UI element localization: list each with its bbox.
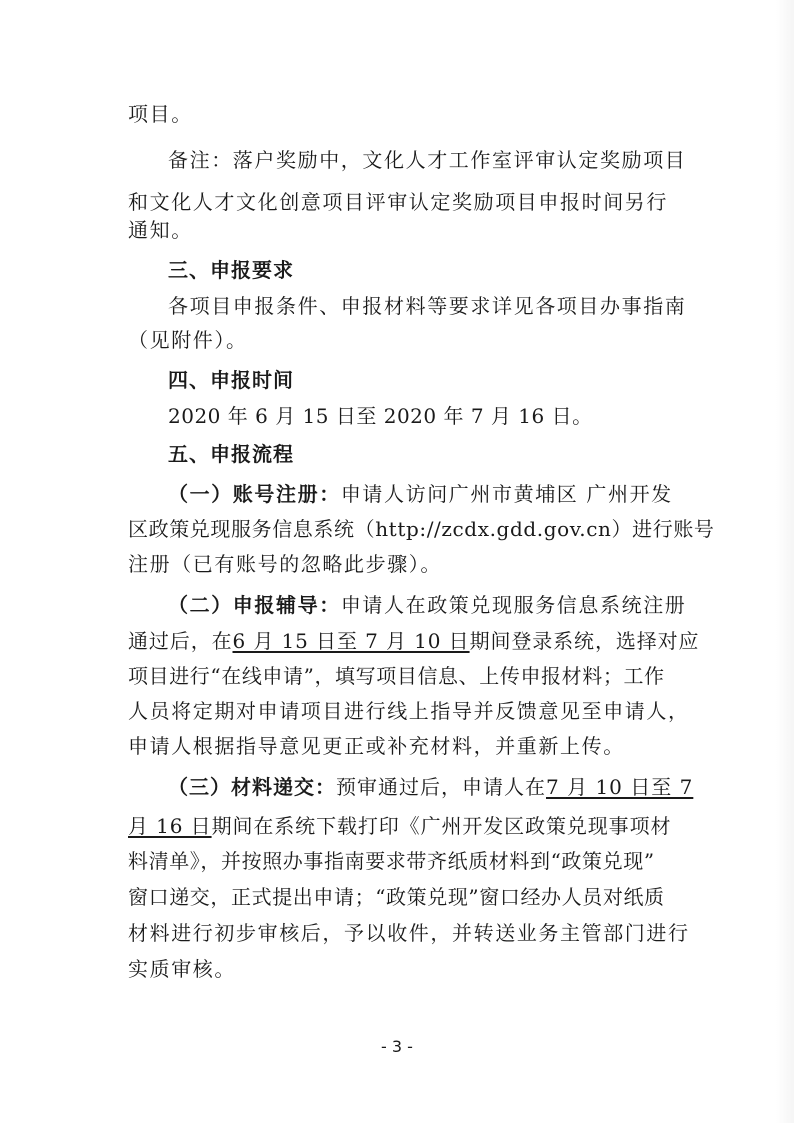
step-2-post: 期间登录系统，选择对应 — [469, 629, 700, 653]
section-4-text: 2020 年 6 月 15 日至 2020 年 7 月 16 日。 — [168, 404, 593, 428]
step-3-date-end: 月 16 日 — [128, 814, 212, 838]
note-line-2: 和文化人才文化创意项目评审认定奖励项目申报时间另行 — [128, 190, 668, 214]
step-3-line-3: 料清单》，并按照办事指南要求带齐纸质材料到“政策兑现” — [128, 849, 655, 873]
step-3-pre: 预审通过后，申请人在 — [336, 775, 546, 799]
step-3-line-6: 实质审核。 — [128, 957, 236, 981]
step-1-label: （一）账号注册： — [168, 482, 341, 506]
scan-shadow — [776, 0, 794, 1123]
step-1-text: 申请人访问广州市黄埔区 广州开发 — [340, 482, 673, 506]
step-1-line-3: 注册（已有账号的忽略此步骤）。 — [128, 552, 442, 576]
section-3-line-1: 各项目申报条件、申报材料等要求详见各项目办事指南 — [168, 294, 687, 318]
section-3-line-2: （见附件）。 — [128, 328, 248, 352]
step-2-line-2 — [128, 627, 700, 655]
page-number: - 3 - — [381, 1037, 413, 1056]
step-3-line-2 — [128, 812, 688, 840]
section-5-heading: 五、申报流程 — [168, 442, 294, 466]
step-3-label: （三）材料递交： — [168, 775, 336, 799]
step-2-date-range: 6 月 15 日至 7 月 10 日 — [232, 629, 470, 653]
section-4-heading: 四、申报时间 — [168, 368, 294, 392]
step-3-line-5: 材料进行初步审核后，予以收件，并转送业务主管部门进行 — [128, 921, 690, 945]
step-2-line-5: 申请人根据指导意见更正或补充材料，并重新上传。 — [128, 734, 625, 758]
step-2-line-3: 项目进行“在线申请”，填写项目信息、上传申报材料；工作 — [128, 664, 665, 688]
step-2-text: 申请人在政策兑现服务信息系统注册 — [340, 593, 687, 617]
step-3-line-1 — [168, 773, 694, 801]
step-2-pre: 通过后，在 — [128, 629, 233, 653]
step-3-line-4: 窗口递交，正式提出申请；“政策兑现”窗口经办人员对纸质 — [128, 885, 665, 909]
step-3-text: 期间在系统下载打印《广州开发区政策兑现事项材 — [211, 814, 672, 838]
note-line-1: 备注：落户奖励中，文化人才工作室评审认定奖励项目 — [168, 148, 687, 172]
step-2-label: （二）申报辅导： — [168, 593, 341, 617]
step-2-line-4: 人员将定期对申请项目进行线上指导并反馈意见至申请人， — [128, 699, 690, 723]
section-3-heading: 三、申报要求 — [168, 258, 294, 282]
note-line-3: 通知。 — [128, 218, 193, 242]
step-2-line-1 — [168, 591, 688, 619]
step-3-date-start: 7 月 10 日至 7 — [546, 775, 694, 799]
step-1-line-2: 区政策兑现服务信息系统（http://zcdx.gdd.gov.cn）进行账号 — [128, 517, 715, 541]
intro-tail: 项目。 — [128, 102, 193, 126]
step-1-line-1 — [168, 480, 688, 508]
